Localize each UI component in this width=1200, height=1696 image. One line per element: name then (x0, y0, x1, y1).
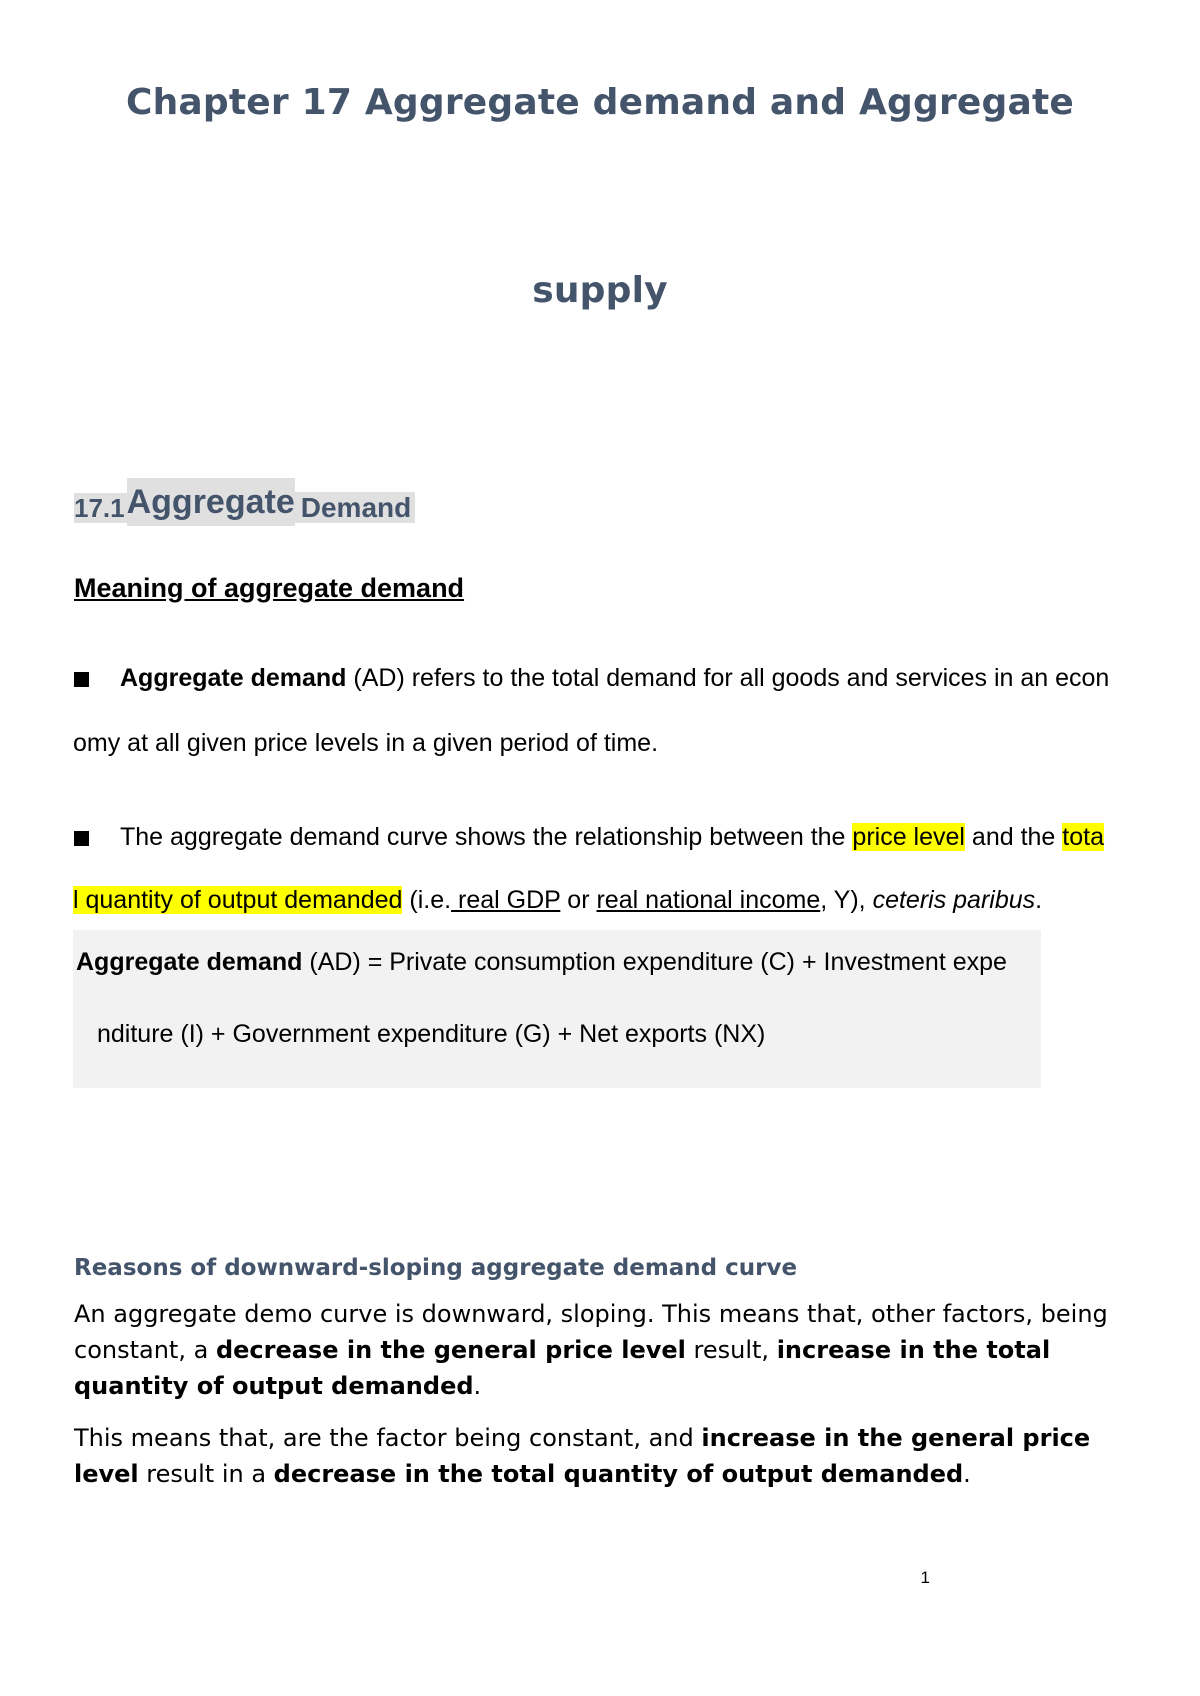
highlight-total-quantity-part2: l quantity of output demanded (73, 886, 403, 914)
bullet2-text-mid: and the (964, 823, 1063, 851)
bullet2-text: The aggregate demand curve shows the relationship between the (120, 823, 853, 851)
equation-text: (AD) = Private consumption expenditure (C) + Investment expe (302, 948, 1007, 976)
bullet-square-icon (74, 831, 89, 846)
highlight-total-quantity-part1: tota (1062, 823, 1104, 851)
section-word-demand: Demand (295, 492, 415, 523)
p2-bold-decrease: decrease in the total quantity of output demanded (273, 1460, 964, 1488)
p2-end: . (963, 1460, 971, 1488)
p1-end: . (473, 1372, 482, 1400)
chapter-title-line2: supply (532, 270, 668, 311)
underline-real-gdp: real GDP (451, 886, 561, 914)
equation-line2: nditure (I) + Government expenditure (G) + Net exports (NX) (97, 1020, 766, 1048)
page-number: 1 (920, 1568, 930, 1587)
section-number: 17.1 (74, 493, 125, 523)
p1-text: An aggregate demo curve is downward, sloping. This means that, other factors, being constant, a (74, 1300, 1108, 1364)
bullet1-text: (AD) refers to the total demand for all goods and services in an econ (346, 664, 1110, 692)
ceteris-paribus: ceteris paribus (872, 886, 1036, 914)
section-word-aggregate: Aggregate (127, 478, 295, 526)
equation-bold-term: Aggregate demand (76, 948, 303, 976)
p1-bold-increase: increase in the total quantity of output demanded (74, 1336, 1051, 1400)
p2-bold-increase: increase in the general price level (74, 1424, 1091, 1488)
meaning-subheading: Meaning of aggregate demand (74, 573, 465, 603)
underline-real-national-income: real national income (596, 886, 821, 914)
p1-text-result: result, (685, 1336, 777, 1364)
p2-text: This means that, are the factor being constant, and (74, 1424, 702, 1452)
bullet2-end: . (1035, 886, 1043, 914)
bullet-square-icon (74, 672, 89, 687)
reasons-paragraph-2 (74, 1420, 1134, 1492)
reasons-heading: Reasons of downward-sloping aggregate demand curve (74, 1255, 798, 1281)
section-heading (74, 483, 415, 530)
highlight-price-level: price level (852, 823, 965, 851)
bullet2-tail: , Y), (820, 886, 873, 914)
p1-bold-decrease: decrease in the general price level (215, 1336, 686, 1364)
bullet1-line1 (120, 664, 1109, 693)
bullet2-line2 (73, 886, 1042, 915)
equation-line1 (76, 948, 1007, 977)
chapter-title-line1: Chapter 17 Aggregate demand and Aggregate (125, 82, 1075, 123)
bullet1-bold-term: Aggregate demand (120, 664, 347, 692)
bullet2-line1 (120, 823, 1104, 852)
bullet2-ie: (i.e. (402, 886, 452, 914)
bullet2-or: or (560, 886, 597, 914)
p2-text-result: result in a (138, 1460, 274, 1488)
reasons-paragraph-1 (74, 1296, 1134, 1404)
bullet1-line2: omy at all given price levels in a given period of time. (73, 729, 659, 757)
